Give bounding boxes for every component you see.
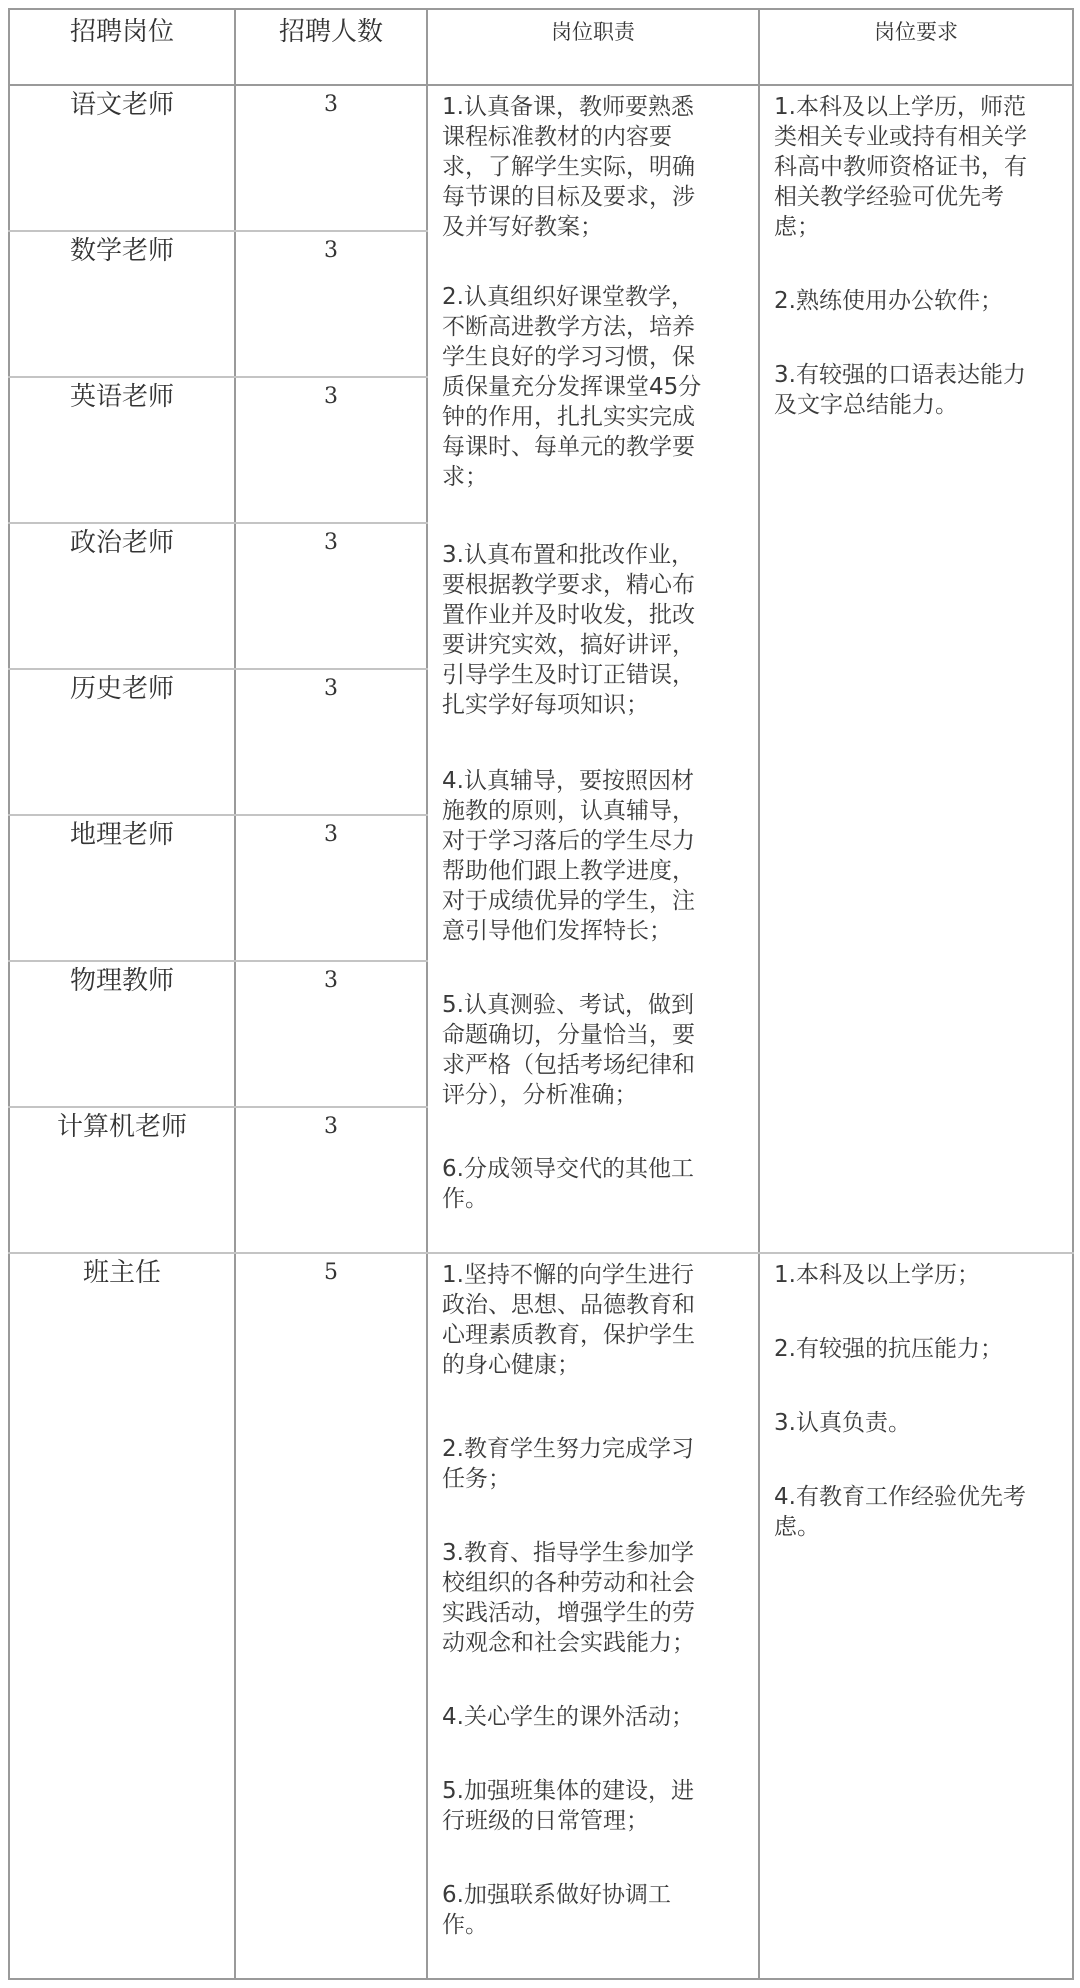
count-cell-head-teacher: 5 [324, 1260, 338, 1285]
head-requirement-item: 3.认真负责。 [774, 1410, 911, 1436]
count-cell: 3 [324, 968, 338, 993]
row-divider [8, 814, 428, 816]
recruitment-table [8, 8, 1074, 1980]
row-divider [8, 230, 428, 232]
row-divider [8, 668, 428, 670]
position-cell: 语文老师 [69, 90, 174, 120]
header-requirements: 岗位要求 [874, 20, 958, 44]
position-cell: 地理老师 [69, 820, 174, 850]
position-cell: 物理教师 [69, 966, 174, 996]
teacher-requirement-item: 3.有较强的口语表达能力 及文字总结能力。 [774, 362, 1026, 418]
count-cell: 3 [324, 530, 338, 555]
count-cell: 3 [324, 676, 338, 701]
head-duty-item: 4.关心学生的课外活动； [442, 1704, 694, 1730]
count-cell: 3 [324, 822, 338, 847]
head-requirement-item: 4.有教育工作经验优先考 虑。 [774, 1484, 1026, 1540]
teacher-duty-item: 6.分成领导交代的其他工 作。 [442, 1156, 694, 1212]
table-border-bottom [8, 1978, 1074, 1980]
head-requirement-item: 2.有较强的抗压能力； [774, 1336, 1003, 1362]
row-divider [8, 960, 428, 962]
row-divider [8, 522, 428, 524]
position-cell-head-teacher: 班主任 [82, 1258, 161, 1288]
head-requirement-item: 1.本科及以上学历； [774, 1262, 980, 1288]
teacher-requirement-item: 2.熟练使用办公软件； [774, 288, 1003, 314]
row-divider [8, 376, 428, 378]
teacher-duty-item: 1.认真备课，教师要熟悉 课程标准教材的内容要 求，了解学生实际，明确 每节课的目标及要求，涉 及并写好教案； [442, 94, 695, 240]
section-divider [8, 1252, 1074, 1254]
head-duty-item: 3.教育、指导学生参加学 校组织的各种劳动和社会 实践活动，增强学生的劳 动观念和社会实践能力； [442, 1540, 695, 1656]
position-cell: 英语老师 [69, 382, 174, 412]
table-border-right [1072, 8, 1074, 1980]
teacher-duty-item: 5.认真测验、考试，做到 命题确切，分量恰当，要 求严格（包括考场纪律和 评分），分析准确； [442, 992, 695, 1108]
header-count: 招聘人数 [278, 17, 383, 47]
position-cell: 政治老师 [69, 528, 174, 558]
count-cell: 3 [324, 92, 338, 117]
teacher-duty-item: 2.认真组织好课堂教学， 不断高进教学方法，培养 学生良好的学习习惯，保 质保量充分发挥课堂45分 钟的作用，扎扎实实完成 每课时、每单元的教学要 求； [442, 284, 702, 490]
teacher-requirement-item: 1.本科及以上学历，师范 类相关专业或持有相关学 科高中教师资格证书，有 相关教学经验可优先考 虑； [774, 94, 1027, 240]
count-cell: 3 [324, 384, 338, 409]
head-duty-item: 6.加强联系做好协调工 作。 [442, 1882, 671, 1938]
header-position: 招聘岗位 [69, 17, 174, 47]
row-divider [8, 1106, 428, 1108]
count-cell: 3 [324, 238, 338, 263]
column-divider-3 [758, 8, 760, 1980]
position-cell: 数学老师 [69, 236, 174, 266]
head-duty-item: 1.坚持不懈的向学生进行 政治、思想、品德教育和 心理素质教育，保护学生 的身心健康； [442, 1262, 695, 1378]
count-cell: 3 [324, 1114, 338, 1139]
position-cell: 历史老师 [69, 674, 174, 704]
head-duty-item: 5.加强班集体的建设，进 行班级的日常管理； [442, 1778, 694, 1834]
teacher-duty-item: 4.认真辅导，要按照因材 施教的原则，认真辅导， 对于学习落后的学生尽力 帮助他们跟上教学进度， 对于成绩优异的学生，注 意引导他们发挥特长； [442, 768, 695, 944]
column-divider-2 [426, 8, 428, 1980]
head-duty-item: 2.教育学生努力完成学习 任务； [442, 1436, 694, 1492]
position-cell: 计算机老师 [56, 1112, 187, 1142]
header-duties: 岗位职责 [551, 20, 635, 44]
teacher-duty-item: 3.认真布置和批改作业， 要根据教学要求，精心布 置作业并及时收发，批改 要讲究实效，搞好讲评， 引导学生及时订正错误， 扎实学好每项知识； [442, 542, 695, 718]
